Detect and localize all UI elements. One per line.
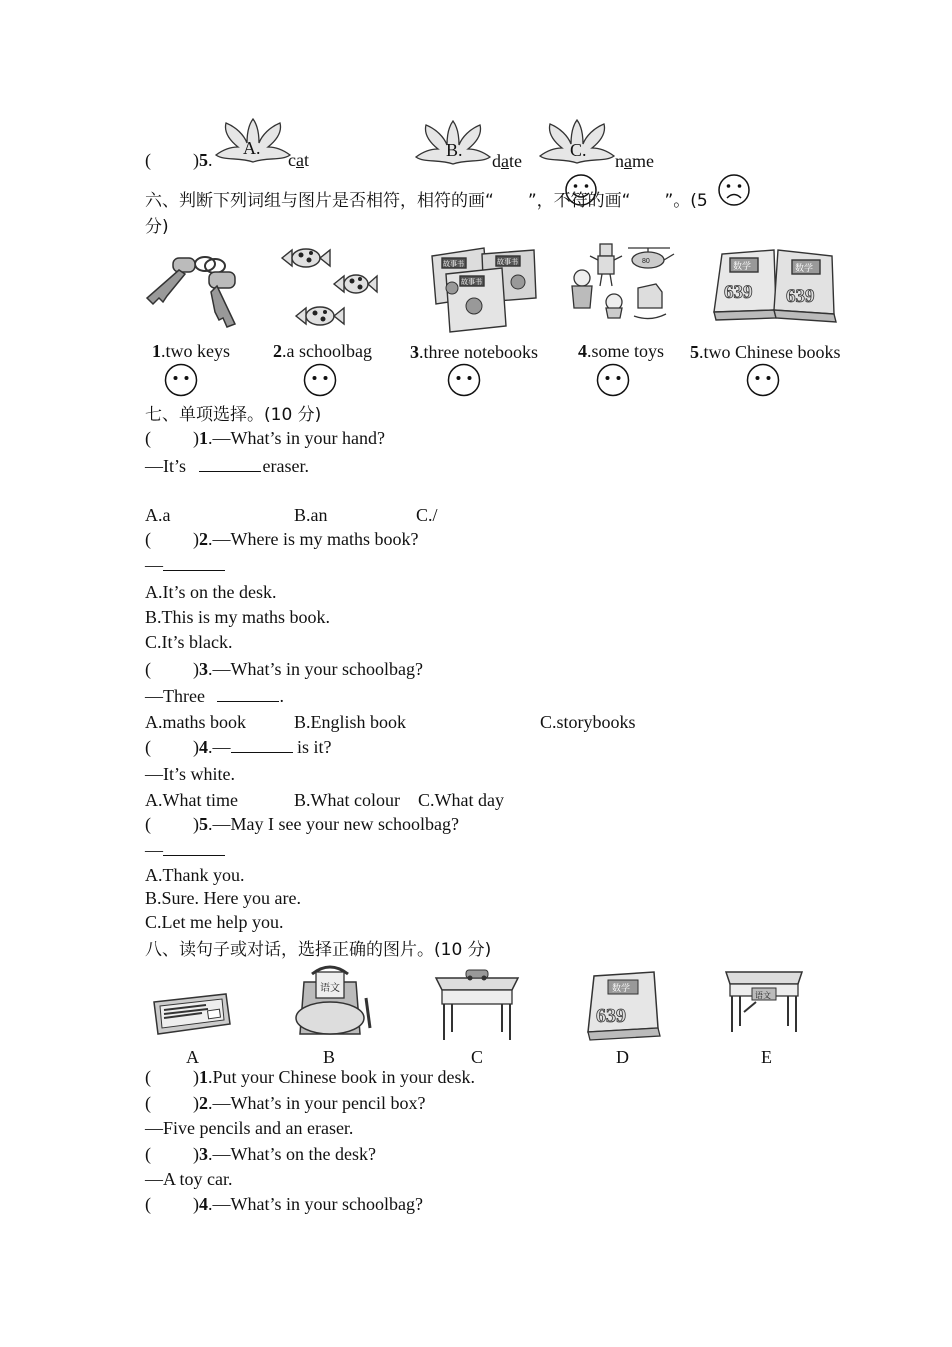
picture-label: C — [471, 1047, 484, 1067]
option[interactable]: C.storybooks — [540, 712, 636, 732]
s7-q1[interactable]: ( )1.—What’s in your hand? — [145, 428, 385, 448]
option[interactable]: B.an — [294, 505, 328, 525]
s6-item-label: 3.three notebooks — [410, 342, 538, 362]
option[interactable]: A.maths book — [145, 712, 246, 732]
s7-q5-reply: — — [145, 839, 225, 861]
section-7-title: 七、单项选择。(10 分) — [145, 405, 322, 425]
s8-q2-reply: —Five pencils and an eraser. — [145, 1118, 354, 1138]
s8-q4[interactable]: ( )4.—What’s in your schoolbag? — [145, 1194, 423, 1214]
book-cover-text: 故事书 — [497, 258, 518, 266]
s6-item-label: 5.two Chinese books — [690, 342, 841, 362]
book-title-text: 数学 — [795, 264, 814, 274]
s8-q1[interactable]: ( )1.Put your Chinese book in your desk. — [145, 1067, 475, 1087]
section-6-title: 六、判断下列词组与图片是否相符，相符的画“ ”，不符的画“ ”。(5 — [145, 191, 708, 211]
s6-item-label: 1.two keys — [152, 341, 230, 361]
option[interactable]: C.It’s black. — [145, 632, 233, 652]
book-title-text: 语文 — [755, 991, 771, 1000]
option-b-letter: B. — [446, 140, 463, 160]
option[interactable]: B.What colour — [294, 790, 400, 810]
picture-label: E — [761, 1047, 772, 1067]
answer-face-icon[interactable] — [303, 363, 337, 397]
book-title-text: 语文 — [320, 983, 340, 994]
option-c-letter: C. — [570, 140, 587, 160]
answer-blank[interactable] — [231, 736, 293, 753]
s6-item-label: 2.a schoolbag — [273, 341, 372, 361]
book-cover-text: 故事书 — [461, 278, 482, 286]
picture-label: D — [616, 1047, 629, 1067]
s7-q3-reply: —Three . — [145, 686, 284, 706]
q5-paren[interactable]: ( )5. — [145, 150, 213, 170]
option[interactable]: C.Let me help you. — [145, 912, 284, 932]
keys-picture — [143, 252, 243, 330]
option[interactable]: B.English book — [294, 712, 407, 732]
answer-face-icon[interactable] — [447, 363, 481, 397]
toys-picture — [566, 236, 676, 322]
section-6-title-line2: 分) — [145, 217, 169, 237]
option-a-letter: A. — [243, 138, 261, 158]
s7-q3[interactable]: ( )3.—What’s in your schoolbag? — [145, 659, 423, 679]
picture-label: A — [186, 1047, 199, 1067]
option[interactable]: A.What time — [145, 790, 238, 810]
answer-face-icon[interactable] — [596, 363, 630, 397]
book-cover-text: 故事书 — [443, 260, 464, 268]
s7-q2-reply: — — [145, 554, 225, 576]
book-digits-text: 639 — [724, 282, 753, 303]
picture-label: B — [323, 1047, 336, 1067]
candies-picture — [278, 240, 378, 332]
option-c-word: name — [615, 151, 654, 171]
desk-with-toy-car-picture — [432, 966, 522, 1042]
maths-book-picture — [582, 970, 664, 1042]
pencil-box-picture — [150, 990, 232, 1038]
s7-q1-reply: —It’s eraser. — [145, 456, 309, 476]
option[interactable]: C./ — [416, 505, 438, 525]
s8-q3[interactable]: ( )3.—What’s on the desk? — [145, 1144, 376, 1164]
option[interactable]: A.a — [145, 505, 171, 525]
storybooks-picture — [422, 246, 540, 334]
s8-q2[interactable]: ( )2.—What’s in your pencil box? — [145, 1093, 426, 1113]
book-title-text: 数学 — [733, 262, 752, 272]
answer-blank[interactable] — [163, 839, 225, 856]
option[interactable]: B.This is my maths book. — [145, 607, 331, 627]
answer-blank[interactable] — [199, 455, 261, 472]
answer-blank[interactable] — [163, 554, 225, 571]
option-a-word: cat — [288, 150, 310, 170]
desk-with-book-inside-picture — [722, 968, 806, 1036]
option-b-word: date — [492, 151, 522, 171]
s6-item-label: 4.some toys — [578, 341, 665, 361]
answer-blank[interactable] — [217, 685, 279, 702]
s8-q3-reply: —A toy car. — [145, 1169, 233, 1189]
book-title-text: 数学 — [612, 984, 631, 994]
s7-q5[interactable]: ( )5.—May I see your new schoolbag? — [145, 814, 459, 834]
option[interactable]: B.Sure. Here you are. — [145, 888, 301, 908]
answer-face-icon[interactable] — [746, 363, 780, 397]
option[interactable]: C.What day — [418, 790, 504, 810]
book-digits-text: 639 — [786, 286, 815, 307]
chinese-books-picture — [712, 244, 838, 330]
s7-q2[interactable]: ( )2.—Where is my maths book? — [145, 529, 419, 549]
section-8-title: 八、读句子或对话，选择正确的图片。(10 分) — [145, 940, 492, 960]
s7-q4[interactable]: ( )4.— is it? — [145, 737, 332, 757]
s7-q4-reply: —It’s white. — [145, 764, 235, 784]
sad-face-icon — [717, 173, 751, 207]
book-digits-text: 639 — [596, 1005, 626, 1027]
option[interactable]: A.Thank you. — [145, 865, 245, 885]
schoolbag-picture — [290, 962, 372, 1042]
answer-face-icon[interactable] — [164, 363, 198, 397]
toy-plane-text: 80 — [642, 258, 650, 265]
smiley-face-icon — [564, 173, 598, 207]
option[interactable]: A.It’s on the desk. — [145, 582, 277, 602]
